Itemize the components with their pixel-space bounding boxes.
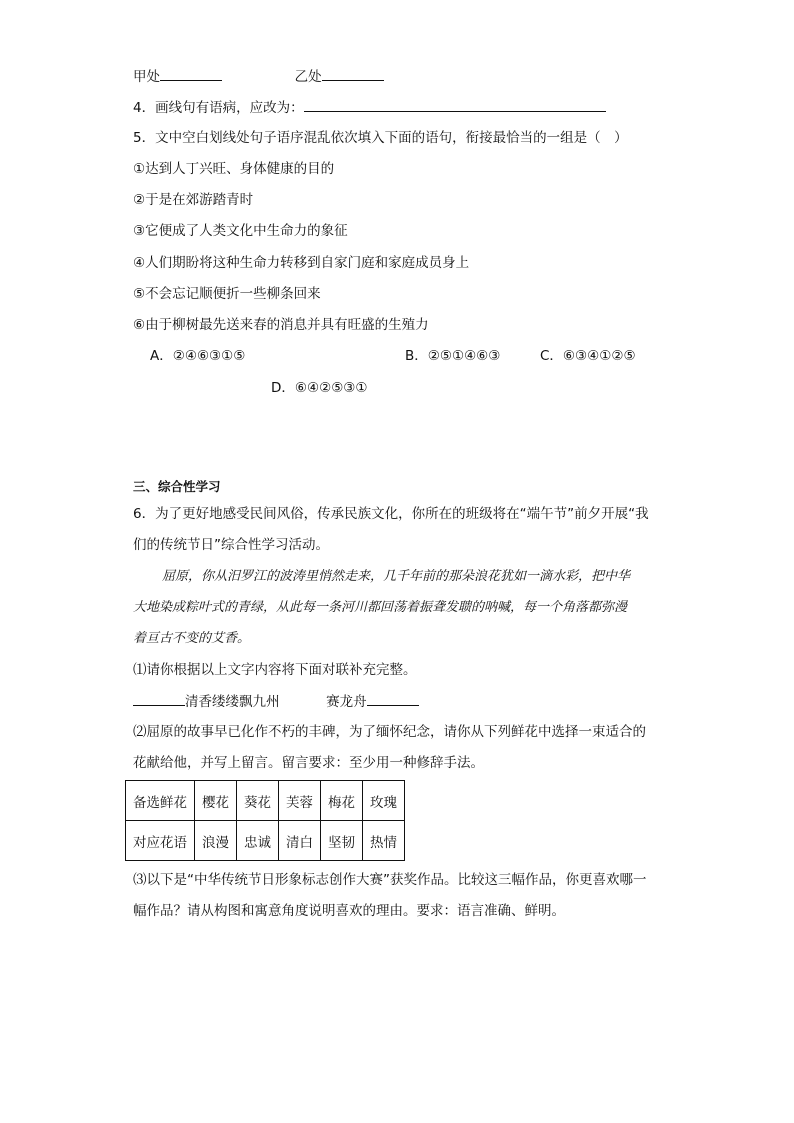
passage-line-1: 屈原，你从汨罗江的波涛里悄然走来，几千年前的那朵浪花犹如一滴水彩，把中华 (162, 569, 631, 584)
table-cell: 葵花 (237, 781, 279, 821)
table-cell: 浪漫 (195, 821, 237, 861)
q6-sub2-line-2: 花献给他，并写上留言。留言要求：至少用一种修辞手法。 (133, 755, 484, 771)
q5-sentence-1: ①达到人丁兴旺、身体健康的目的 (133, 161, 335, 177)
q6-intro-line-1: 6．为了更好地感受民间风俗，传承民族文化，你所在的班级将在“端午节”前夕开展“我 (133, 506, 649, 522)
table-cell: 梅花 (321, 781, 363, 821)
table-row (126, 821, 405, 861)
table-cell: 备选鲜花 (126, 781, 195, 821)
couplet-left: 清香缕缕飘九州 (185, 694, 280, 710)
jia-label: 甲处 (133, 69, 160, 85)
q6-sub2-line-1: ⑵屈原的故事早已化作不朽的丰碑，为了缅怀纪念，请你从下列鲜花中选择一束适合的 (133, 724, 646, 740)
table-row (126, 781, 405, 821)
q4-text: 4．画线句有语病，应改为： (133, 100, 304, 116)
q5-sentence-4: ④人们期盼将这种生命力转移到自家门庭和家庭成员身上 (133, 255, 470, 271)
q5-sentence-5: ⑤不会忘记顺便折一些柳条回来 (133, 286, 321, 302)
q5-sentence-6: ⑥由于柳树最先送来春的消息并具有旺盛的生殖力 (133, 317, 429, 333)
jia-blank[interactable] (160, 66, 222, 81)
table-cell: 芙蓉 (279, 781, 321, 821)
q3-blanks-line (133, 66, 384, 87)
q6-intro-line-2: 们的传统节日”综合性学习活动。 (133, 537, 329, 553)
q6-sub3-line-1: ⑶以下是“中华传统节日形象标志创作大赛”获奖作品。比较这三幅作品，你更喜欢哪一 (133, 872, 647, 888)
q5-sentence-3: ③它便成了人类文化中生命力的象征 (133, 223, 348, 239)
q5-option-a[interactable]: A．②④⑥③①⑤ (150, 348, 246, 364)
q5-option-b[interactable]: B．②⑤①④⑥③ (405, 348, 501, 364)
table-cell: 热情 (363, 821, 405, 861)
q5-option-d[interactable]: D．⑥④②⑤③① (271, 380, 368, 396)
q4-line (133, 97, 606, 118)
q6-sub3-line-2: 幅作品？请从构图和寓意角度说明喜欢的理由。要求：语言准确、鲜明。 (133, 903, 565, 919)
q5-option-c[interactable]: C．⑥③④①②⑤ (540, 348, 636, 364)
table-cell: 对应花语 (126, 821, 195, 861)
passage-line-3: 着亘古不变的艾香。 (133, 631, 251, 646)
table-cell: 玫瑰 (363, 781, 405, 821)
flower-table (125, 780, 405, 861)
section-title: 三、综合性学习 (133, 479, 221, 494)
q5-stem: 5．文中空白划线处句子语序混乱依次填入下面的语句，衔接最恰当的一组是（ ） (133, 130, 628, 146)
couplet-right: 赛龙舟 (326, 694, 367, 710)
q5-sentence-2: ②于是在郊游踏青时 (133, 192, 254, 208)
passage-line-2: 大地染成粽叶式的青绿，从此每一条河川都回荡着振聋发聩的呐喊，每一个角落都弥漫 (133, 600, 628, 615)
yi-blank[interactable] (322, 66, 384, 81)
q6-sub1: ⑴请你根据以上文字内容将下面对联补充完整。 (133, 662, 417, 678)
couplet-line (133, 691, 419, 712)
q4-answer-blank[interactable] (304, 97, 606, 112)
table-cell: 樱花 (195, 781, 237, 821)
yi-label: 乙处 (294, 69, 322, 85)
table-cell: 忠诚 (237, 821, 279, 861)
table-cell: 坚韧 (321, 821, 363, 861)
couplet-left-blank[interactable] (133, 691, 185, 706)
couplet-right-blank[interactable] (367, 691, 419, 706)
table-cell: 清白 (279, 821, 321, 861)
